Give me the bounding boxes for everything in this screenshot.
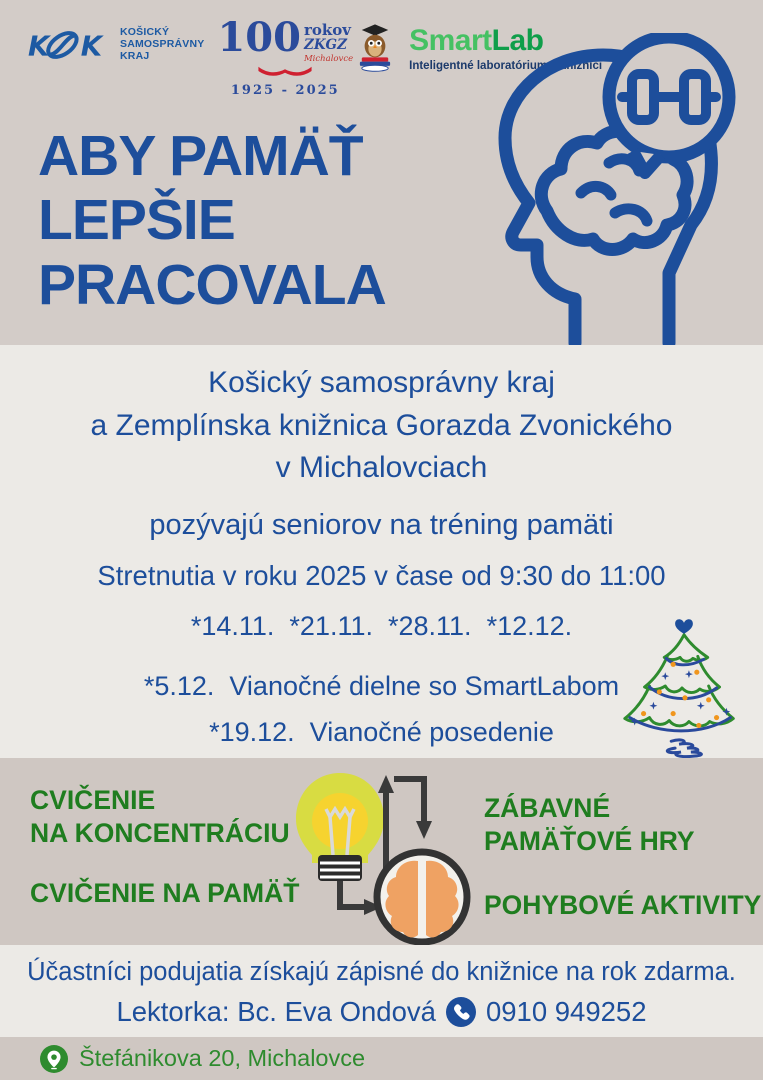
centenary-city: Michalovce bbox=[303, 53, 354, 64]
centenary-org: ZKGZ bbox=[303, 37, 347, 53]
centenary-rokov: rokov bbox=[303, 21, 351, 39]
special-session-2: *19.12. Vianočné posedenie bbox=[209, 716, 554, 747]
christmas-tree-icon bbox=[609, 615, 759, 758]
schedule-text: Stretnutia v roku 2025 v čase od 9:30 do 11:00 bbox=[97, 559, 666, 591]
open-book-icon bbox=[250, 65, 320, 77]
activities-right-column bbox=[484, 792, 761, 922]
head-brain-icon bbox=[463, 33, 755, 345]
brain-icon bbox=[377, 852, 467, 942]
idea-brain-cycle-icon bbox=[282, 759, 472, 945]
smartlab-subtitle: Inteligentné laboratórium v knižnici bbox=[409, 60, 603, 72]
centenary-text-block bbox=[217, 14, 354, 98]
activity-label: POHYBOVÉ AKTIVITY bbox=[484, 889, 762, 920]
ksk-text-line: KRAJ bbox=[120, 49, 150, 62]
address-strip bbox=[0, 1037, 763, 1080]
lightbulb-icon bbox=[296, 773, 384, 881]
lecturer-row bbox=[0, 996, 763, 1028]
smartlab-smart: Smart bbox=[409, 24, 492, 57]
smartlab-lab: Lab bbox=[491, 24, 544, 57]
ksk-monogram-icon bbox=[28, 20, 114, 70]
activity-text: PAMÄŤOVÉ HRY bbox=[484, 825, 695, 856]
top-section bbox=[0, 0, 763, 345]
centenary-logo bbox=[217, 14, 392, 98]
special-session-1: *5.12. Vianočné dielne so SmartLabom bbox=[143, 670, 620, 701]
invitation-text: pozývajú seniorov na tréning pamäti bbox=[149, 508, 614, 541]
ksk-text-line: KOŠICKÝ bbox=[120, 26, 170, 39]
activities-left-column bbox=[30, 784, 299, 910]
centenary-number: 100 bbox=[217, 14, 301, 61]
activity-label bbox=[30, 784, 299, 850]
phone-number: 0910 949252 bbox=[485, 996, 647, 1027]
svg-text:K: K bbox=[80, 30, 103, 63]
activities-section bbox=[0, 758, 763, 945]
owl-mascot-icon bbox=[358, 21, 392, 73]
ksk-logo bbox=[28, 20, 204, 70]
organizer-line: v Michalovciach bbox=[275, 451, 488, 485]
organizer-line: Košický samosprávny kraj bbox=[208, 366, 555, 399]
ksk-logo-text bbox=[120, 27, 204, 62]
invitation-section bbox=[0, 345, 763, 758]
address-text: Štefánikova 20, Michalovce bbox=[79, 1045, 366, 1071]
lecturer-text: Lektorka: Bc. Eva Ondová bbox=[116, 996, 436, 1027]
activity-label: CVIČENIE NA PAMÄŤ bbox=[30, 877, 300, 908]
activity-text: CVIČENIE bbox=[30, 785, 156, 815]
organizer-line: a Zemplínska knižnica Gorazda Zvonického bbox=[90, 408, 673, 442]
activity-text: NA KONCENTRÁCIU bbox=[30, 817, 290, 848]
activity-label bbox=[484, 792, 761, 858]
activity-text: ZÁBAVNÉ bbox=[484, 793, 611, 823]
title-line: LEPŠIE bbox=[38, 188, 235, 253]
title-line: ABY PAMÄŤ bbox=[38, 124, 363, 188]
benefit-text: Účastníci podujatia získajú zápisné do knižnice na rok zdarma. bbox=[27, 958, 736, 986]
title-line: PRACOVALA bbox=[38, 252, 386, 317]
organizer-lines bbox=[0, 362, 763, 490]
session-dates: *14.11. *21.11. *28.11. *12.12. bbox=[190, 610, 573, 641]
footer-section bbox=[0, 945, 763, 1037]
phone-icon bbox=[446, 997, 476, 1027]
ksk-text-line: SAMOSPRÁVNY bbox=[120, 38, 205, 51]
page-title bbox=[38, 124, 386, 317]
centenary-years: 1925 - 2025 bbox=[230, 82, 340, 98]
svg-text:K: K bbox=[28, 30, 50, 63]
location-pin-icon bbox=[40, 1045, 68, 1073]
